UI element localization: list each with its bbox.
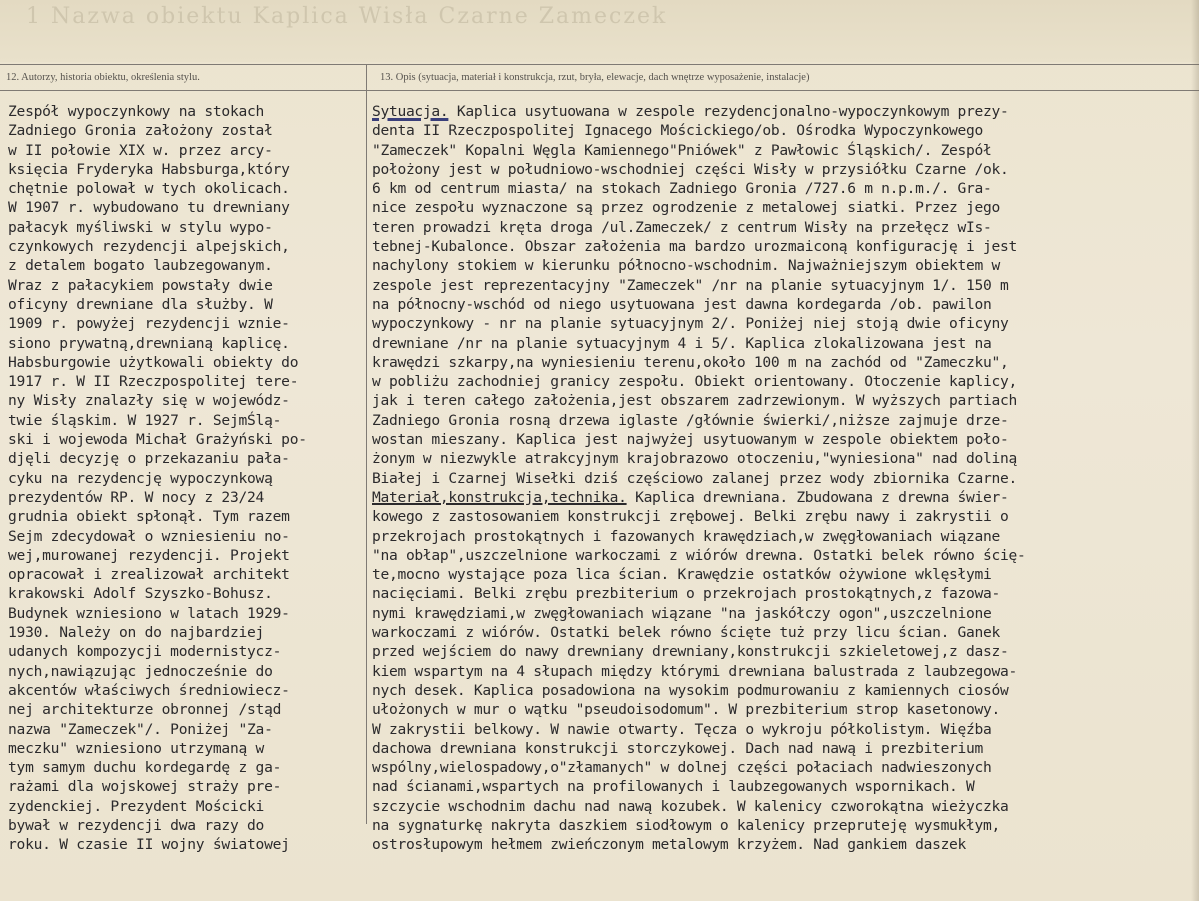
text-line: jak i teren całego założenia,jest obszarem zadrzewionym. W wyższych partiach (372, 392, 1017, 410)
text-line: Zadniego Gronia założony został (8, 122, 273, 140)
text-line: ułożonych w mur o wątku "pseudoisodomum". W prezbiterium strop kasetonowy. (372, 701, 1000, 719)
text-line: krakowski Adolf Szyszko-Bohusz. (8, 585, 273, 603)
text-line-rest: Kaplica drewniana. Zbudowana z drewna świer- (626, 488, 1009, 506)
text-line: przed wejściem do nawy drewniany drewniany,konstrukcji szkieletowej,z dasz- (372, 643, 1009, 661)
column-divider (366, 64, 367, 824)
text-line: 1930. Należy on do najbardziej (8, 624, 265, 642)
text-line: W zakrystii belkowy. W nawie otwarty. Tęcza o wykroju półkolistym. Więźba (372, 720, 992, 738)
text-line: 1917 r. W II Rzeczpospolitej tere- (8, 373, 299, 391)
text-line: rażami dla wojskowej straży pre- (8, 778, 282, 796)
text-line: ostrosłupowym hełmem zwieńczonym metalowym krzyżem. Nad gankiem daszek (372, 836, 967, 854)
text-line: tebnej-Kubalonce. Obszar założenia ma bardzo urozmaiconą konfigurację i jest (372, 238, 1017, 256)
text-line: siono prywatną,drewnianą kaplicę. (8, 334, 290, 352)
field-label-description: 13. Opis (sytuacja, materiał i konstrukcja, rzut, bryła, elewacje, dach wnętrze wyposażenie, instalacje) (380, 72, 810, 83)
right-column-text (372, 102, 1187, 855)
text-line: roku. W czasie II wojny światowej (8, 836, 290, 854)
text-line: zespole jest reprezentacyjny "Zameczek" /nr na planie sytuacyjnym 1/. 150 m (372, 276, 1009, 294)
text-line: nacięciami. Belki zrębu prezbiterium o przekrojach prostokątnych,z fazowa- (372, 585, 1000, 603)
text-line: W 1907 r. wybudowano tu drewniany (8, 199, 290, 217)
text-line: nej architekturze obronnej /stąd (8, 701, 282, 719)
header-top-rule (0, 64, 1199, 65)
text-line: nych desek. Kaplica posadowiona na wysokim podmurowaniu z kamiennych ciosów (372, 681, 1009, 699)
text-line: nymi krawędziami,w zwęgłowaniach wiązane "na jaskółczy ogon",uszczelnione (372, 604, 992, 622)
text-line: nad ścianami,wspartych na profilowanych i laubzegowanych wspornikach. W (372, 778, 975, 796)
text-line: Wraz z pałacykiem powstały dwie (8, 276, 273, 294)
text-line: zydenckiej. Prezydent Mościcki (8, 797, 265, 815)
text-line: z detalem bogato laubzegowanym. (8, 257, 273, 275)
page-edge-shadow (1191, 0, 1199, 901)
text-line: grudnia obiekt spłonął. Tym razem (8, 508, 290, 526)
text-line: w II połowie XIX w. przez arcy- (8, 141, 273, 159)
text-line: kiem wspartym na 4 słupach między którymi drewniana balustrada z laubzegowa- (372, 662, 1017, 680)
text-line: "na obłap",uszczelnione warkoczami z wiórów drewna. Ostatki belek równo ścię- (372, 546, 1026, 564)
text-line: Budynek wzniesiono w latach 1929- (8, 604, 290, 622)
top-strip (0, 0, 1199, 62)
field-label-authors-history: 12. Autorzy, historia obiektu, określenia stylu. (6, 72, 200, 83)
text-line: położony jest w południowo-wschodniej części Wisły w przysiółku Czarne /ok. (372, 160, 1009, 178)
text-line: czynkowych rezydencji alpejskich, (8, 238, 290, 256)
text-line: denta II Rzeczpospolitej Ignacego Mościckiego/ob. Ośrodka Wypoczynkowego (372, 122, 984, 140)
text-line: udanych kompozycji modernistycz- (8, 643, 282, 661)
text-line: drewniane /nr na planie sytuacyjnym 4 i 5/. Kaplica zlokalizowana jest na (372, 334, 992, 352)
text-line: ny Wisły znalazły się w wojewódz- (8, 392, 290, 410)
left-column-text (8, 102, 360, 855)
text-line: szczycie wschodnim dachu nad nawą kozubek. W kalenicy czworokątna wieżyczka (372, 797, 1009, 815)
text-line: bywał w rezydencji dwa razy do (8, 816, 265, 834)
text-line: twie śląskim. W 1927 r. SejmŚlą- (8, 411, 282, 429)
text-line: Sejm zdecydował o wzniesieniu no- (8, 527, 290, 545)
text-line: akcentów właściwych średniowiecz- (8, 681, 290, 699)
text-line: opracował i zrealizował architekt (8, 566, 290, 584)
text-line: Habsburgowie użytkowali obiekty do (8, 353, 299, 371)
text-line: cyku na rezydencję wypoczynkową (8, 469, 273, 487)
text-line: oficyny drewniane dla służby. W (8, 295, 273, 313)
text-line: wypoczynkowy - nr na planie sytuacyjnym 2/. Poniżej niej stoją dwie oficyny (372, 315, 1009, 333)
text-line: wostan mieszany. Kaplica jest najwyżej usytuowanym w zespole obiektem poło- (372, 431, 1009, 449)
heading-situation: Sytuacja. (372, 103, 449, 120)
text-line: pałacyk myśliwski w stylu wypo- (8, 218, 273, 236)
text-line (372, 488, 1187, 507)
text-line: na północny-wschód od niego usytuowana jest dawna kordegarda /ob. pawilon (372, 295, 992, 313)
text-line: przekrojach prostokątnych i fazowanych krawędziach,w zwęgłowaniach wiązane (372, 527, 1000, 545)
text-line: na sygnaturkę nakryta daszkiem siodłowym o kalenicy przepruteję wysmukłym, (372, 816, 1000, 834)
text-line: nych,nawiązując jednocześnie do (8, 662, 273, 680)
text-line: ski i wojewoda Michał Grażyński po- (8, 431, 307, 449)
text-line: 1909 r. powyżej rezydencji wznie- (8, 315, 290, 333)
text-line: wspólny,wielospadowy,o"złamanych" w dolnej części połaciach nadwieszonych (372, 759, 992, 777)
faint-header-text: 1 Nazwa obiektu Kaplica Wisła Czarne Zameczek (26, 4, 668, 29)
text-line: prezydentów RP. W nocy z 23/24 (8, 488, 265, 506)
text-line: wej,murowanej rezydencji. Projekt (8, 546, 290, 564)
header-bottom-rule (0, 90, 1199, 91)
text-line: teren prowadzi kręta droga /ul.Zameczek/ z centrum Wisły na przełęcz wIs- (372, 218, 992, 236)
text-line: Zadniego Gronia rosną drzewa iglaste /głównie świerki/,niższe zajmuje drze- (372, 411, 1009, 429)
text-line: żonym w niezwykle atrakcyjnym krajobrazowo otoczeniu,"wyniesiona" nad doliną (372, 450, 1017, 468)
text-line: 6 km od centrum miasta/ na stokach Zadniego Gronia /727.6 m n.p.m./. Gra- (372, 180, 992, 198)
text-line: kowego z zastosowaniem konstrukcji zrębowej. Belki zrębu nawy i zakrystii o (372, 508, 1009, 526)
heading-material: Materiał,konstrukcja,technika. (372, 488, 627, 506)
text-line: nachylony stokiem w kierunku północno-wschodnim. Najważniejszym obiektem w (372, 257, 1000, 275)
text-line: Białej i Czarnej Wisełki dziś częściowo zalanej przez wody zbiornika Czarne. (372, 469, 1017, 487)
text-line: księcia Fryderyka Habsburga,który (8, 160, 290, 178)
text-line: nice zespołu wyznaczone są przez ogrodzenie z metalowej siatki. Przez jego (372, 199, 1000, 217)
text-line: w pobliżu zachodniej granicy zespołu. Obiekt orientowany. Otoczenie kaplicy, (372, 373, 1017, 391)
text-line: djęli decyzję o przekazaniu pała- (8, 450, 290, 468)
text-line: chętnie polował w tych okolicach. (8, 180, 290, 198)
text-line: Zespół wypoczynkowy na stokach (8, 103, 265, 120)
text-line: meczku" wzniesiono utrzymaną w (8, 739, 265, 757)
text-line: krawędzi szkarpy,na wyniesieniu terenu,około 100 m na zachód od "Zameczku", (372, 353, 1009, 371)
text-line: "Zameczek" Kopalni Węgla Kamiennego"Pniówek" z Pawłowic Śląskich/. Zespół (372, 141, 992, 159)
text-line (372, 102, 1187, 121)
text-line-rest: Kaplica usytuowana w zespole rezydencjonalno-wypoczynkowym prezy- (448, 103, 1009, 120)
text-line: nazwa "Zameczek"/. Poniżej "Za- (8, 720, 273, 738)
text-line: warkoczami z wiórów. Ostatki belek równo ścięte tuż przy licu ścian. Ganek (372, 624, 1000, 642)
text-line: te,mocno wystające poza lica ścian. Krawędzie ostatków ożywione wklęsłymi (372, 566, 992, 584)
text-line: dachowa drewniana konstrukcji storczykowej. Dach nad nawą i prezbiterium (372, 739, 984, 757)
text-line: tym samym duchu kordegardę z ga- (8, 759, 282, 777)
